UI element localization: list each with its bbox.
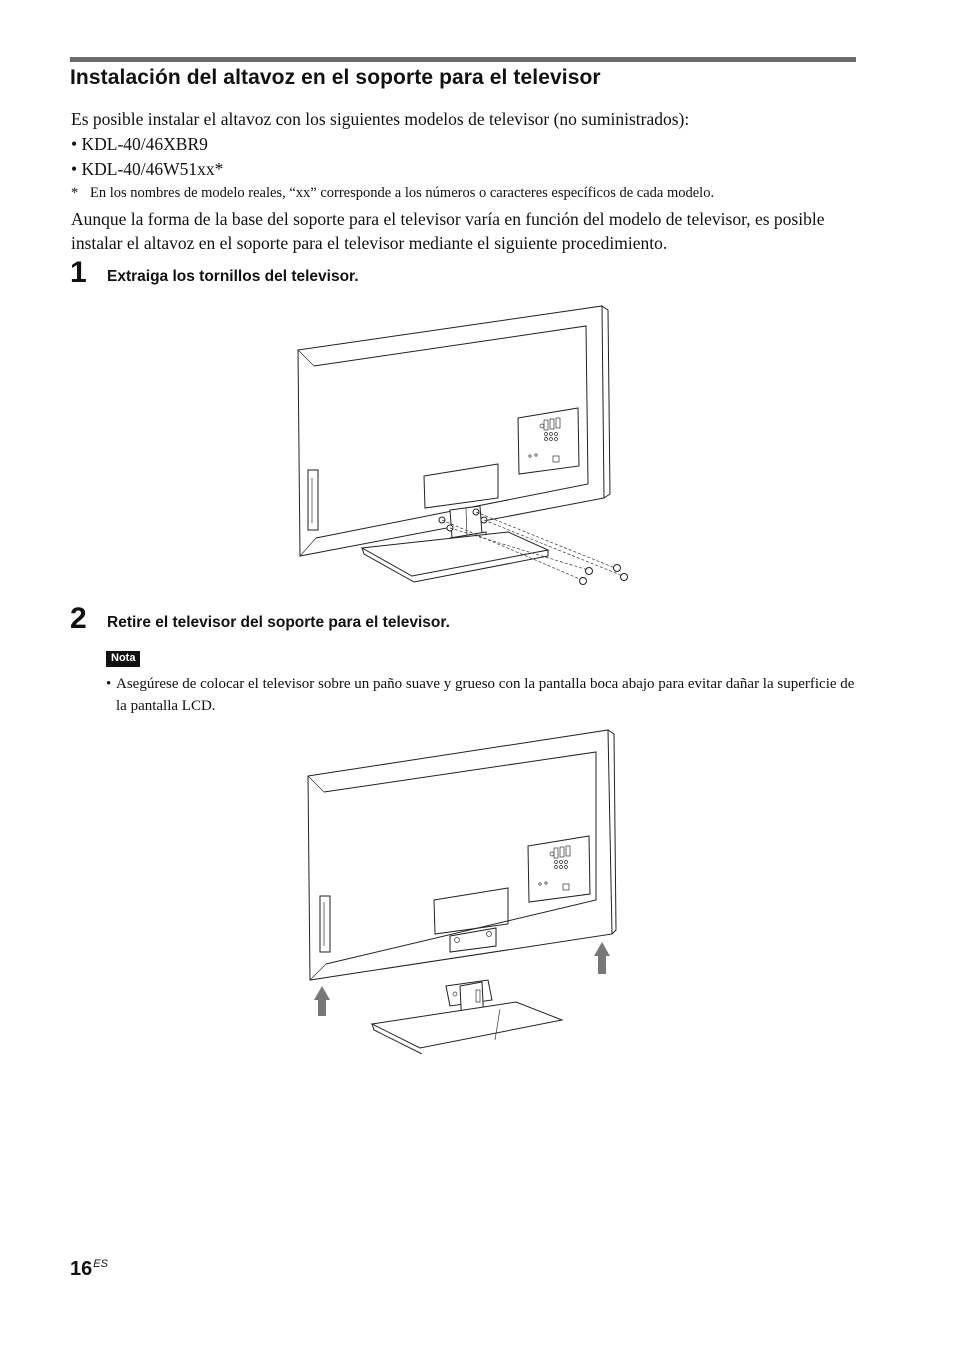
footnote-text: En los nombres de modelo reales, “xx” corresponde a los números o caracteres específicos de cada modelo. [90, 185, 715, 201]
tv-lift-illustration [300, 724, 630, 1054]
footnote-mark: * [71, 185, 79, 201]
section-rule [70, 57, 856, 62]
page-number-value: 16 [70, 1258, 93, 1280]
model-item-1: • KDL-40/46XBR9 [71, 134, 208, 154]
step-1-number: 1 [70, 256, 87, 289]
note-label: Nota [106, 651, 140, 667]
note-item [106, 673, 866, 717]
intro-paragraph: Es posible instalar el altavoz con los siguientes modelos de televisor (no suministrados): [71, 109, 690, 129]
note-bullet: • [106, 676, 112, 692]
footnote [71, 185, 714, 202]
body-paragraph: Aunque la forma de la base del soporte para el televisor varía en función del modelo de televisor, es posible instalar el altavoz en el soporte para el televisor mediante el siguiente procedimiento. [71, 209, 825, 253]
language-code: ES [93, 1258, 108, 1270]
step-1-text: Extraiga los tornillos del televisor. [107, 268, 359, 285]
tv-screw-removal-illustration [290, 298, 640, 588]
section-title: Instalación del altavoz en el soporte para el televisor [70, 66, 601, 89]
step-2-text: Retire el televisor del soporte para el televisor. [107, 614, 450, 631]
step-2-number: 2 [70, 602, 87, 635]
page-number [70, 1258, 108, 1281]
note-text: Asegúrese de colocar el televisor sobre un paño suave y grueso con la pantalla boca abajo para evitar dañar la superficie de la pantalla LCD. [116, 676, 855, 714]
model-item-2: • KDL-40/46W51xx* [71, 159, 224, 179]
